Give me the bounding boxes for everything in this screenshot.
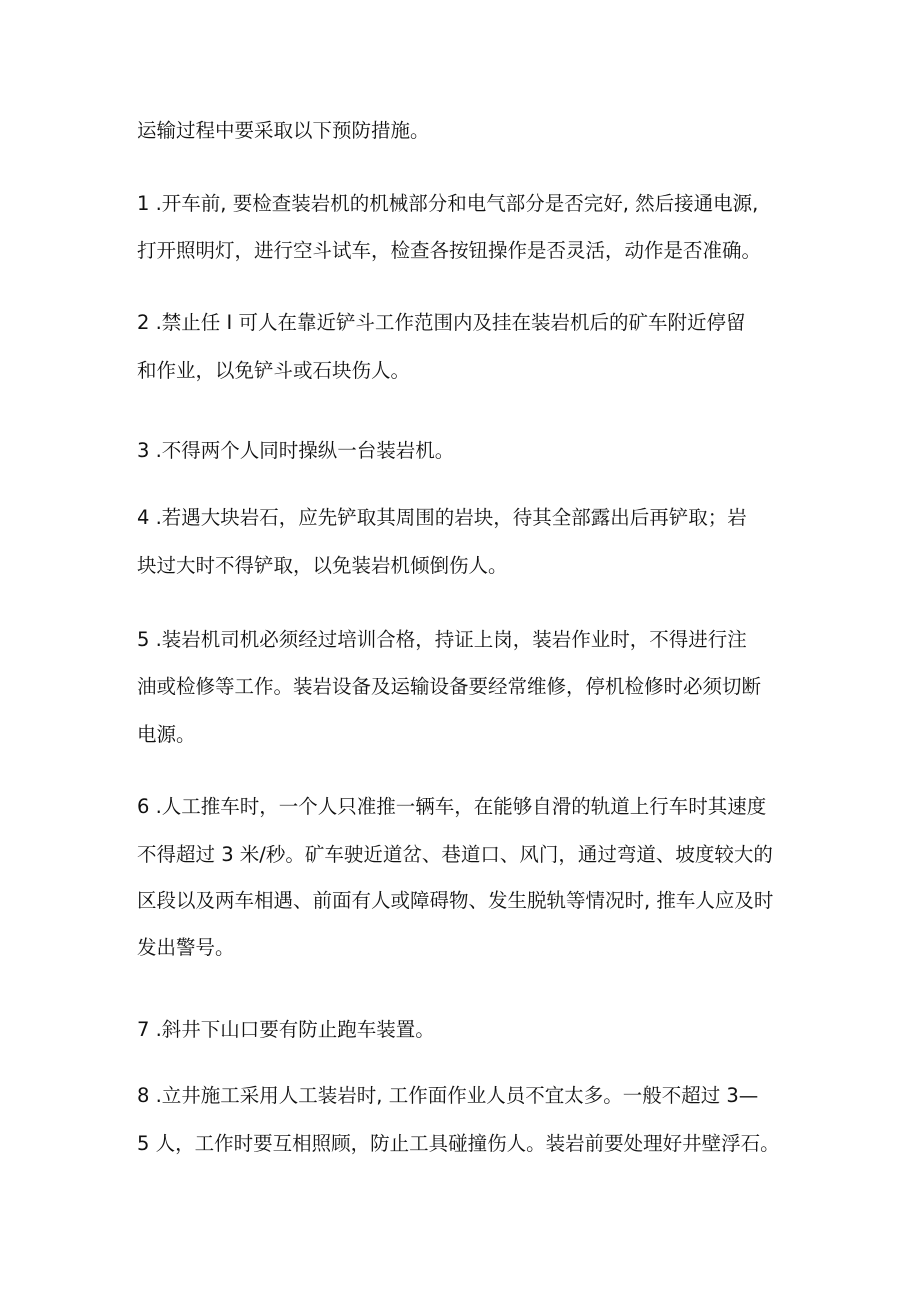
item-6-line-3: 区段以及两车相遇、前面有人或障碍物、发生脱轨等情况时, 推车人应及时 — [137, 889, 774, 912]
item-4-line-1: 4 .若遇大块岩石，应先铲取其周围的岩块，待其全部露出后再铲取；岩 — [137, 506, 747, 529]
item-5-line-2: 油或检修等工作。装岩设备及运输设备要经常维修，停机检修时必须切断 — [137, 675, 762, 698]
intro-paragraph: 运输过程中要采取以下预防措施。 — [137, 119, 430, 142]
item-6-line-2: 不得超过 3 米/秒。矿车驶近道岔、巷道口、风门，通过弯道、坡度较大的 — [137, 843, 773, 866]
item-3-line-1: 3 .不得两个人同时操纵一台装岩机。 — [137, 439, 455, 462]
item-1-line-1: 1 .开车前, 要检查装岩机的机械部分和电气部分是否完好, 然后接通电源, — [137, 192, 759, 215]
item-8-line-1: 8 .立井施工采用人工装岩时, 工作面作业人员不宜太多。一般不超过 3— — [137, 1084, 759, 1107]
item-2-line-1: 2 .禁止任 I 可人在靠近铲斗工作范围内及挂在装岩机后的矿车附近停留 — [137, 311, 746, 334]
item-2-line-2: 和作业，以免铲斗或石块伤人。 — [137, 359, 411, 382]
item-6-line-4: 发出警号。 — [137, 936, 235, 959]
item-6-line-1: 6 .人工推车时，一个人只准推一辆车，在能够自滑的轨道上行车时其速度 — [137, 795, 767, 818]
item-7-line-1: 7 .斜井下山口要有防止跑车装置。 — [137, 1018, 435, 1041]
item-5-line-1: 5 .装岩机司机必须经过培训合格，持证上岗，装岩作业时，不得进行注 — [137, 628, 747, 651]
item-1-line-2: 打开照明灯，进行空斗试车，检查各按钮操作是否灵活，动作是否准确。 — [137, 239, 762, 262]
item-8-line-2: 5 人，工作时要互相照顾，防止工具碰撞伤人。装岩前要处理好井壁浮石。 — [137, 1132, 780, 1155]
item-5-line-3: 电源。 — [137, 723, 196, 746]
item-4-line-2: 块过大时不得铲取，以免装岩机倾倒伤人。 — [137, 554, 508, 577]
